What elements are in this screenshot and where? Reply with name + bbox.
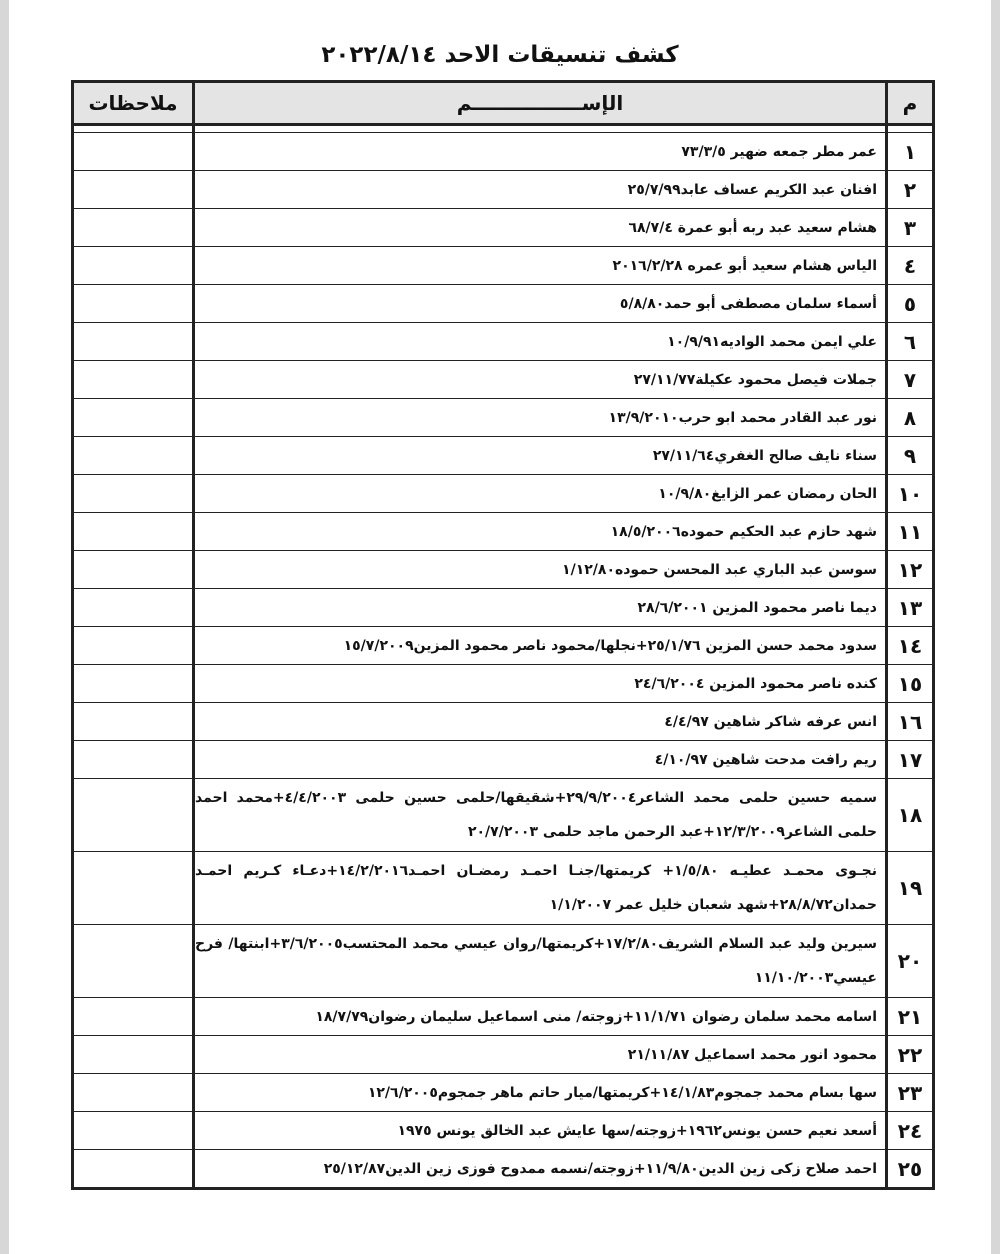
table-row	[73, 1036, 934, 1074]
row-name: نور عبد القادر محمد ابو حرب١٣/٩/٢٠١٠	[194, 399, 887, 437]
row-name: كنده ناصر محمود المزين ٢٤/٦/٢٠٠٤	[194, 665, 887, 703]
table-header-row	[73, 82, 934, 125]
document-title: كشف تنسيقات الاحد ٢٠٢٢/٨/١٤	[321, 42, 679, 68]
row-notes	[73, 437, 194, 475]
table-body	[73, 125, 934, 1189]
table-row	[73, 852, 934, 925]
table-row	[73, 741, 934, 779]
row-number: ٢٢	[887, 1036, 934, 1074]
row-notes	[73, 1150, 194, 1189]
row-name: افنان عبد الكريم عساف عابد٢٥/٧/٩٩	[194, 171, 887, 209]
row-notes	[73, 247, 194, 285]
table-row	[73, 437, 934, 475]
row-notes	[73, 399, 194, 437]
row-number: ١٢	[887, 551, 934, 589]
row-notes	[73, 627, 194, 665]
table-row	[73, 925, 934, 998]
table-row	[73, 399, 934, 437]
row-notes	[73, 703, 194, 741]
row-number: ٦	[887, 323, 934, 361]
table-row	[73, 209, 934, 247]
row-number: ٢٣	[887, 1074, 934, 1112]
row-number: ١٣	[887, 589, 934, 627]
row-name: محمود انور محمد اسماعيل ٢١/١١/٨٧	[194, 1036, 887, 1074]
table-row	[73, 171, 934, 209]
row-name: احمد صلاح زكى زين الدين١١/٩/٨٠+زوجته/نسمه ممدوح فوزى زين الدين٢٥/١٢/٨٧	[194, 1150, 887, 1189]
row-notes	[73, 513, 194, 551]
table-row	[73, 998, 934, 1036]
row-name: شهد حازم عبد الحكيم حموده١٨/٥/٢٠٠٦	[194, 513, 887, 551]
table-row	[73, 361, 934, 399]
table-row	[73, 513, 934, 551]
table-row	[73, 589, 934, 627]
row-notes	[73, 285, 194, 323]
row-notes	[73, 209, 194, 247]
row-number: ١٩	[887, 852, 934, 925]
row-notes	[73, 589, 194, 627]
row-name: جملات فيصل محمود عكيلة٢٧/١١/٧٧	[194, 361, 887, 399]
table-row	[73, 1074, 934, 1112]
row-number: ٧	[887, 361, 934, 399]
row-notes	[73, 133, 194, 171]
row-number: ٢٠	[887, 925, 934, 998]
table-row	[73, 779, 934, 852]
row-number: ٢٥	[887, 1150, 934, 1189]
row-notes	[73, 852, 194, 925]
row-number: ٩	[887, 437, 934, 475]
header-notes: ملاحظات	[73, 82, 194, 125]
row-name: سدود محمد حسن المزين ٢٥/١/٧٦+نجلها/محمود ناصر محمود المزين١٥/٧/٢٠٠٩	[194, 627, 887, 665]
row-name: ديما ناصر محمود المزين ٢٨/٦/٢٠٠١	[194, 589, 887, 627]
row-number: ٢	[887, 171, 934, 209]
row-name: الحان رمضان عمر الزايغ١٠/٩/٨٠	[194, 475, 887, 513]
row-notes	[73, 171, 194, 209]
row-number: ١٧	[887, 741, 934, 779]
table-row	[73, 551, 934, 589]
row-notes	[73, 361, 194, 399]
left-border-strip	[0, 0, 9, 1254]
row-number: ١٦	[887, 703, 934, 741]
row-notes	[73, 1112, 194, 1150]
row-notes	[73, 741, 194, 779]
row-name: ريم رافت مدحت شاهين ٤/١٠/٩٧	[194, 741, 887, 779]
row-number: ٤	[887, 247, 934, 285]
row-name: سميه حسين حلمى محمد الشاعر٢٩/٩/٢٠٠٤+شقيقها/حلمى حسين حلمى ٤/٤/٢٠٠٣+محمد احمد حلمى الشاعر١٢/٣/٢٠٠٩+عبد الرحمن ماجد حلمى ٢٠/٧/٢٠٠٣	[194, 779, 887, 852]
row-name: الياس هشام سعيد أبو عمره ٢٠١٦/٢/٢٨	[194, 247, 887, 285]
row-name: سناء نايف صالح الغفري٢٧/١١/٦٤	[194, 437, 887, 475]
table-row	[73, 1150, 934, 1189]
header-spacer	[73, 125, 934, 133]
row-name: أسعد نعيم حسن يونس١٩٦٢+زوجته/سها عايش عبد الخالق يونس ١٩٧٥	[194, 1112, 887, 1150]
row-number: ٥	[887, 285, 934, 323]
row-name: سوسن عبد الباري عبد المحسن حموده١/١٢/٨٠	[194, 551, 887, 589]
row-name: عمر مطر جمعه ضهير ٧٣/٣/٥	[194, 133, 887, 171]
row-number: ٢٤	[887, 1112, 934, 1150]
row-name: علي ايمن محمد الواديه١٠/٩/٩١	[194, 323, 887, 361]
row-name: انس عرفه شاكر شاهين ٤/٤/٩٧	[194, 703, 887, 741]
table-row	[73, 703, 934, 741]
row-name: سها بسام محمد جمجوم١٤/١/٨٣+كريمتها/ميار حاتم ماهر جمجوم١٢/٦/٢٠٠٥	[194, 1074, 887, 1112]
table-row	[73, 665, 934, 703]
row-name: هشام سعيد عبد ربه أبو عمرة ٦٨/٧/٤	[194, 209, 887, 247]
row-notes	[73, 323, 194, 361]
row-name: سيرين وليد عبد السلام الشريف١٧/٢/٨٠+كريمتها/روان عيسي محمد المحتسب٣/٦/٢٠٠٥+ابنتها/ فرح عيسي١١/١٠/٢٠٠٣	[194, 925, 887, 998]
table-row	[73, 285, 934, 323]
table-row	[73, 247, 934, 285]
row-notes	[73, 1036, 194, 1074]
row-number: ٢١	[887, 998, 934, 1036]
row-notes	[73, 665, 194, 703]
table-row	[73, 133, 934, 171]
row-number: ١٠	[887, 475, 934, 513]
row-notes	[73, 1074, 194, 1112]
row-notes	[73, 925, 194, 998]
header-name: الإســــــــــــــــم	[194, 82, 887, 125]
row-notes	[73, 779, 194, 852]
right-border-strip	[991, 0, 1000, 1254]
row-number: ٨	[887, 399, 934, 437]
row-notes	[73, 551, 194, 589]
row-number: ١	[887, 133, 934, 171]
row-name: اسامه محمد سلمان رضوان ١١/١/٧١+زوجته/ منى اسماعيل سليمان رضوان١٨/٧/٧٩	[194, 998, 887, 1036]
table-row	[73, 323, 934, 361]
table-row	[73, 1112, 934, 1150]
table-row	[73, 627, 934, 665]
header-number: م	[887, 82, 934, 125]
coordination-table	[71, 80, 935, 1190]
row-number: ١٥	[887, 665, 934, 703]
table-row	[73, 475, 934, 513]
row-number: ١٨	[887, 779, 934, 852]
row-number: ١١	[887, 513, 934, 551]
row-name: أسماء سلمان مصطفى أبو حمد٥/٨/٨٠	[194, 285, 887, 323]
row-number: ١٤	[887, 627, 934, 665]
row-notes	[73, 998, 194, 1036]
row-name: نجـوى محمـد عطيـه ١/٥/٨٠+ كريمتها/جنـا احمـد رمضـان احمـد١٤/٢/٢٠١٦+دعـاء كـريم احمـد حمدان٢٨/٨/٧٢+شهد شعبان خليل عمر ١/١/٢٠٠٧	[194, 852, 887, 925]
row-number: ٣	[887, 209, 934, 247]
row-notes	[73, 475, 194, 513]
